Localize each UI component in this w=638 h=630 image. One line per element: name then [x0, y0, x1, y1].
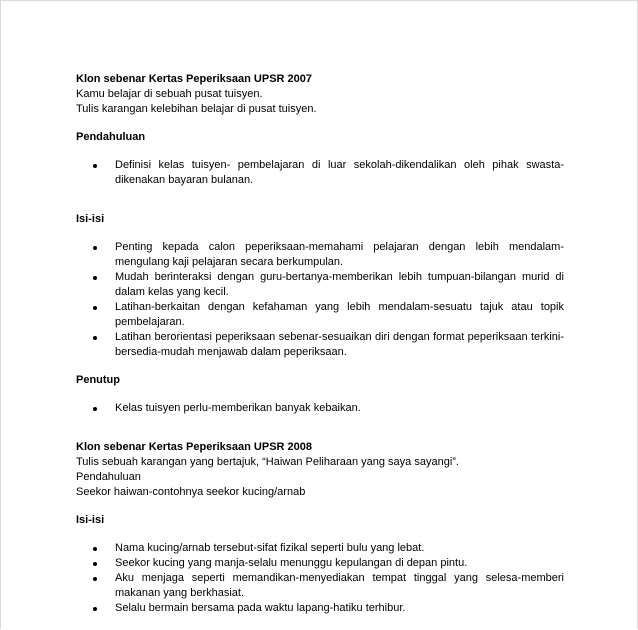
- bullet-list: [76, 158, 564, 188]
- list-item: Seekor kucing yang manja-selalu menunggu kepulangan di depan pintu.: [76, 556, 564, 571]
- list-item: Latihan-berkaitan dengan kefahaman yang lebih mendalam-sesuatu tajuk atau topik pembelajaran.: [76, 300, 564, 330]
- document-body: [76, 72, 564, 616]
- list-item: Selalu bermain bersama pada waktu lapang-hatiku terhibur.: [76, 601, 564, 616]
- bullet-list: [76, 401, 564, 416]
- section-heading-pendahuluan: Pendahuluan: [76, 131, 146, 143]
- list-item: Kelas tuisyen perlu-memberikan banyak kebaikan.: [76, 401, 564, 416]
- intro-line: Tulis karangan kelebihan belajar di pusat tuisyen.: [76, 103, 317, 115]
- intro-line: Tulis sebuah karangan yang bertajuk, “Haiwan Peliharaan yang saya sayangi”.: [76, 456, 459, 468]
- bullet-list: [76, 541, 564, 616]
- list-item: Definisi kelas tuisyen- pembelajaran di luar sekolah-dikendalikan oleh pihak swasta-dikenakan bayaran bulanan.: [76, 158, 564, 188]
- list-item: Nama kucing/arnab tersebut-sifat fizikal seperti bulu yang lebat.: [76, 541, 564, 556]
- intro-line: Seekor haiwan-contohnya seekor kucing/arnab: [76, 486, 306, 498]
- bullet-list: [76, 240, 564, 360]
- section-heading-penutup: Penutup: [76, 374, 120, 386]
- intro-line: Kamu belajar di sebuah pusat tuisyen.: [76, 88, 263, 100]
- list-item: Latihan berorientasi peperiksaan sebenar-sesuaikan diri dengan format peperiksaan terkini-bersedia-mudah menjawab dalam peperiksaan.: [76, 330, 564, 360]
- section-heading-isi: Isi-isi: [76, 514, 105, 526]
- section-title: Klon sebenar Kertas Peperiksaan UPSR 2008: [76, 441, 313, 453]
- section-heading-isi: Isi-isi: [76, 213, 105, 225]
- list-item: Penting kepada calon peperiksaan-memahami pelajaran dengan lebih mendalam-mengulang kaji pelajaran secara berkumpulan.: [76, 240, 564, 270]
- list-item: Mudah berinteraksi dengan guru-bertanya-memberikan lebih tumpuan-bilangan murid di dalam kelas yang kecil.: [76, 270, 564, 300]
- section-title: Klon sebenar Kertas Peperiksaan UPSR 2007: [76, 73, 313, 85]
- list-item: Aku menjaga seperti memandikan-menyediakan tempat tinggal yang selesa-memberi makanan yang berkhasiat.: [76, 571, 564, 601]
- intro-line: Pendahuluan: [76, 471, 141, 483]
